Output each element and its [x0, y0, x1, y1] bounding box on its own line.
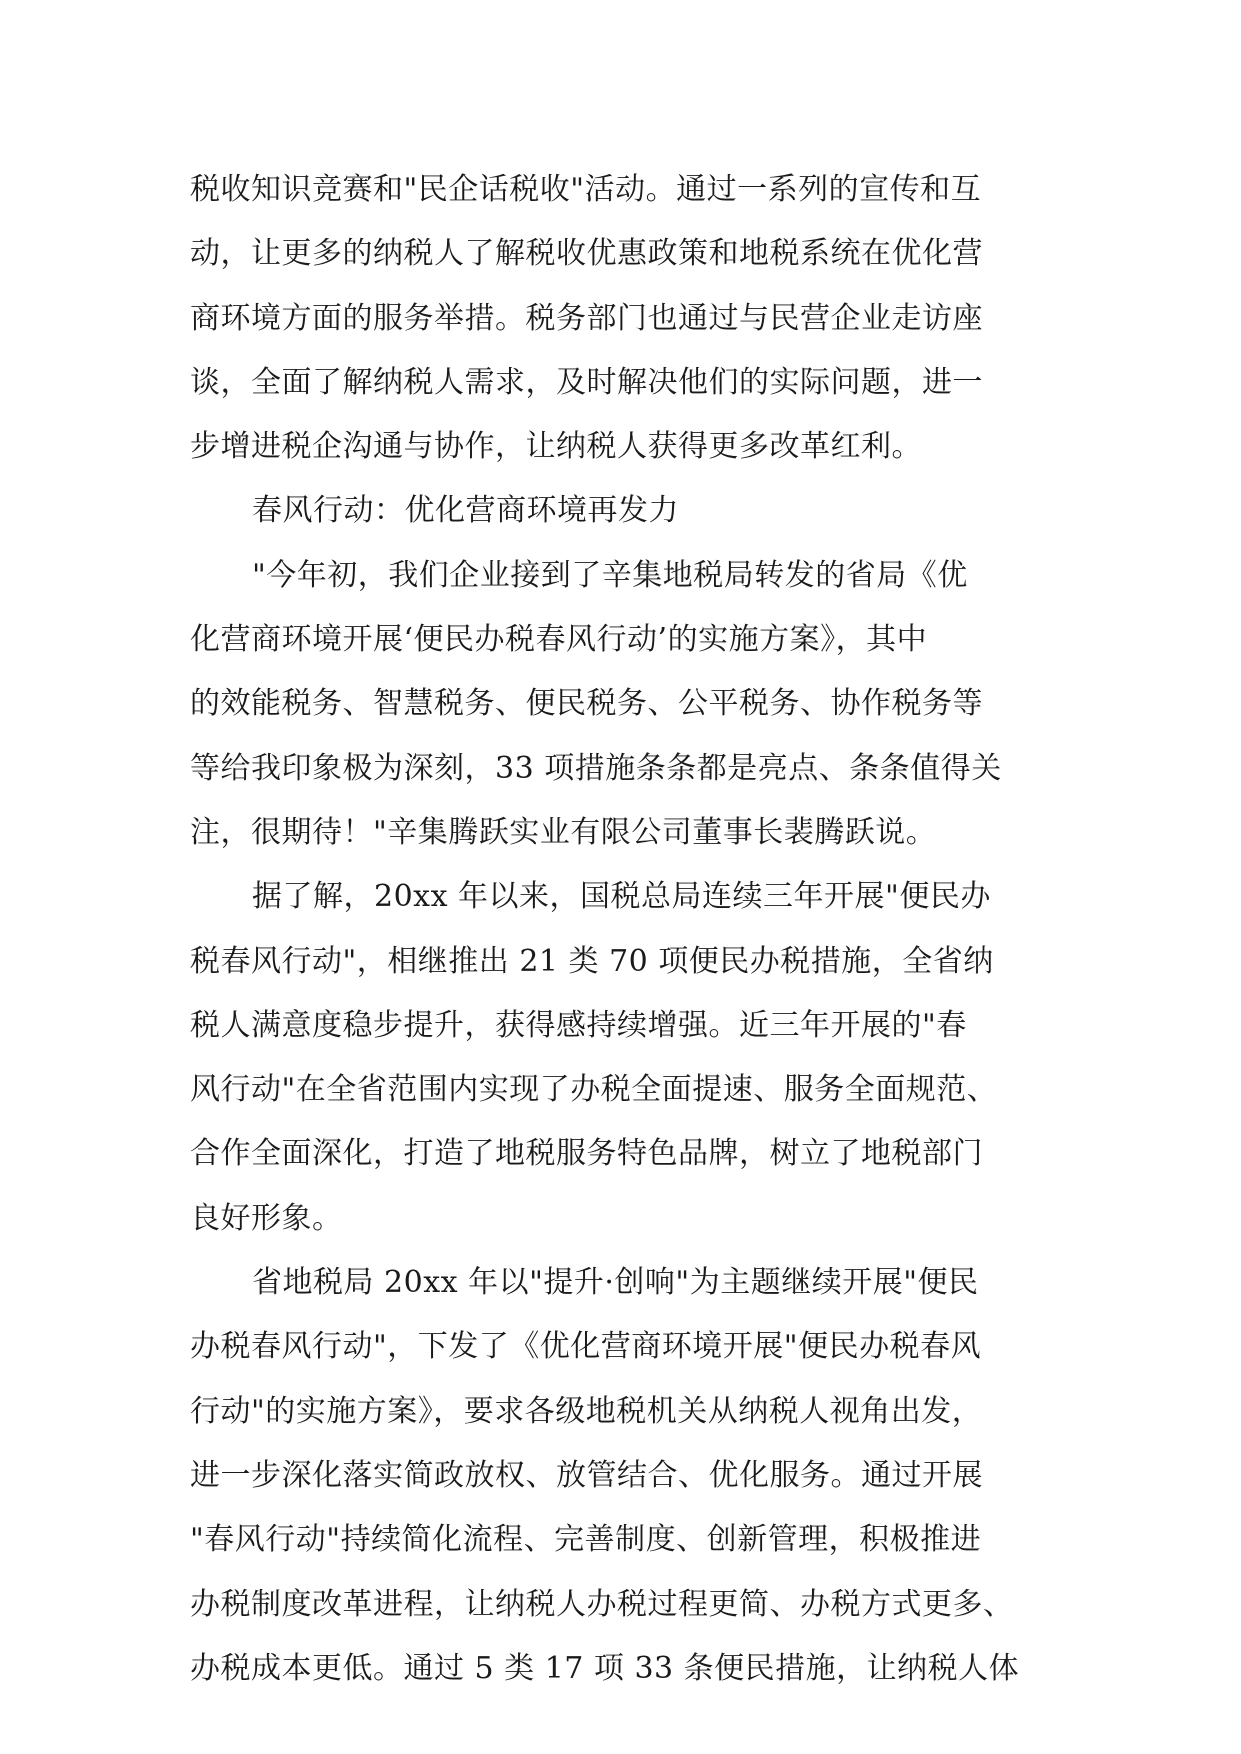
- document-body: [190, 158, 1070, 1701]
- text-line: "今年初，我们企业接到了辛集地税局转发的省局《优: [252, 557, 968, 593]
- text-line: 办税春风行动"，下发了《优化营商环境开展"便民办税春风: [190, 1329, 982, 1365]
- text-line: 化营商环境开展‘便民办税春风行动’的实施方案》，其中: [190, 622, 928, 658]
- text-line: 的效能税务、智慧税务、便民税务、公平税务、协作税务等: [190, 686, 983, 722]
- text-line: 行动"的实施方案》，要求各级地税机关从纳税人视角出发，: [190, 1393, 983, 1429]
- text-line: 步增进税企沟通与协作，让纳税人获得更多改革红利。: [190, 429, 922, 465]
- text-line: 办税成本更低。通过 5 类 17 项 33 条便民措施，让纳税人体: [190, 1650, 1020, 1686]
- section-heading: 春风行动：优化营商环境再发力: [252, 493, 679, 529]
- text-line: 税人满意度稳步提升，获得感持续增强。近三年开展的"春: [190, 1007, 967, 1043]
- text-line: 商环境方面的服务举措。税务部门也通过与民营企业走访座: [190, 300, 983, 336]
- text-line: 省地税局 20xx 年以"提升·创响"为主题继续开展"便民: [252, 1265, 979, 1301]
- text-line: 税春风行动"，相继推出 21 类 70 项便民办税措施，全省纳: [190, 943, 994, 979]
- text-line: 注，很期待！"辛集腾跃实业有限公司董事长裴腾跃说。: [190, 814, 937, 850]
- text-line: "春风行动"持续简化流程、完善制度、创新管理，积极推进: [190, 1522, 982, 1558]
- text-line: 据了解，20xx 年以来，国税总局连续三年开展"便民办: [252, 879, 991, 915]
- text-line: 进一步深化落实简政放权、放管结合、优化服务。通过开展: [190, 1457, 983, 1493]
- text-line: 良好形象。: [190, 1200, 343, 1236]
- text-line: 办税制度改革进程，让纳税人办税过程更简、办税方式更多、: [190, 1586, 1014, 1622]
- text-line: 风行动"在全省范围内实现了办税全面提速、服务全面规范、: [190, 1072, 998, 1108]
- text-line: 谈，全面了解纳税人需求，及时解决他们的实际问题，进一: [190, 364, 983, 400]
- text-line: 合作全面深化，打造了地税服务特色品牌，树立了地税部门: [190, 1136, 983, 1172]
- text-line: 税收知识竞赛和"民企话税收"活动。通过一系列的宣传和互: [190, 172, 982, 207]
- text-line: 动，让更多的纳税人了解税收优惠政策和地税系统在优化营: [190, 236, 983, 272]
- text-line: 等给我印象极为深刻，33 项措施条条都是亮点、条条值得关: [190, 750, 1002, 786]
